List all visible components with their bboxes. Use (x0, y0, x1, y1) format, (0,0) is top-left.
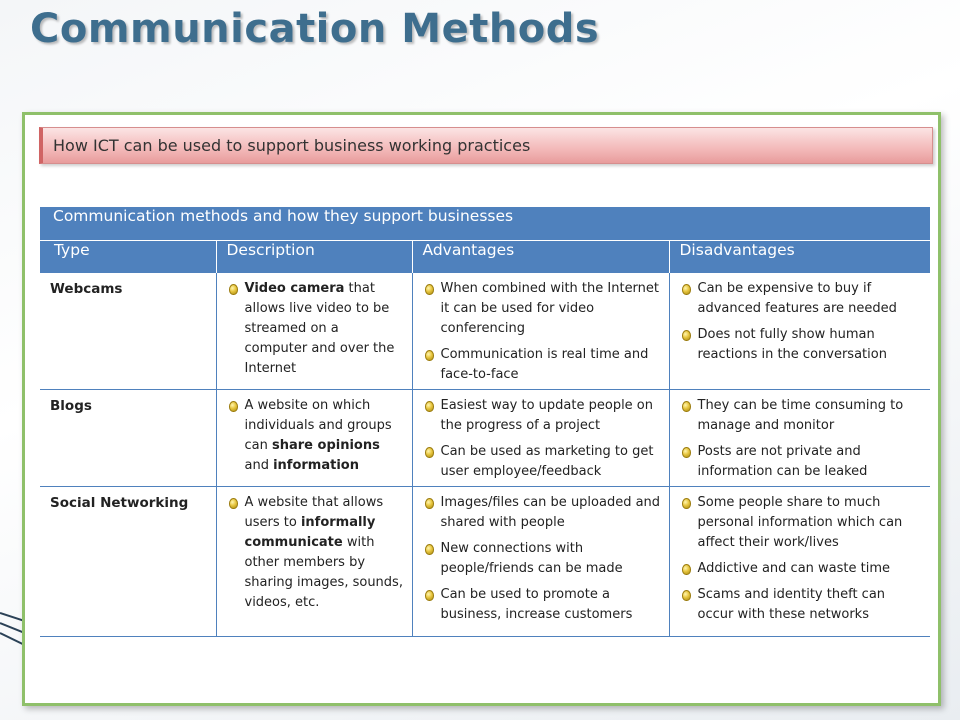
advantage-text: Can be used to promote a business, increase customers (440, 586, 633, 622)
list-item (680, 396, 923, 436)
column-header-description: Description (216, 240, 412, 272)
disadvantage-text: Some people share to much personal information which can affect their work/lives (697, 494, 903, 550)
row-advantages (412, 389, 669, 486)
bullet-icon (425, 447, 434, 458)
bullet-icon (425, 401, 434, 412)
list-item (680, 559, 923, 579)
row-disadvantages (669, 272, 930, 389)
bullet-icon (682, 447, 691, 458)
subtitle-bar: How ICT can be used to support business working practices (39, 127, 933, 164)
bullet-icon (229, 401, 238, 412)
advantage-text: New connections with people/friends can be made (440, 540, 623, 576)
bold-text: Video camera (244, 280, 345, 296)
bullet-icon (682, 330, 691, 341)
list-item (680, 585, 923, 625)
description-text: and (244, 457, 274, 473)
list-item (227, 396, 404, 476)
list-item (423, 396, 661, 436)
row-type: Webcams (40, 272, 216, 389)
list-item (423, 345, 661, 385)
list-item (680, 325, 923, 365)
row-type: Social Networking (40, 486, 216, 636)
table-row (40, 486, 930, 636)
bullet-icon (682, 284, 691, 295)
bullet-icon (425, 284, 434, 295)
row-advantages (412, 486, 669, 636)
bullet-icon (229, 498, 238, 509)
bold-text: information (273, 457, 359, 473)
disadvantage-text: Posts are not private and information can be leaked (697, 443, 868, 479)
list-item (423, 539, 661, 579)
disadvantage-text: Can be expensive to buy if advanced features are needed (697, 280, 897, 316)
table-caption: Communication methods and how they support businesses (40, 207, 930, 240)
bullet-icon (682, 564, 691, 575)
table-row (40, 389, 930, 486)
list-item (423, 279, 661, 339)
bullet-icon (425, 498, 434, 509)
description-text: A website on which individuals and groups can (244, 397, 392, 453)
advantage-text: Easiest way to update people on the progress of a project (440, 397, 654, 433)
advantage-text: Images/files can be uploaded and shared with people (440, 494, 661, 530)
advantage-text: Communication is real time and face-to-face (440, 346, 649, 382)
disadvantage-text: Addictive and can waste time (697, 560, 891, 576)
bullet-icon (425, 350, 434, 361)
bullet-icon (425, 544, 434, 555)
list-item (680, 279, 923, 319)
row-description (216, 389, 412, 486)
description-text: A website that allows users to (244, 494, 384, 530)
column-header-type: Type (40, 240, 216, 272)
row-type: Blogs (40, 389, 216, 486)
column-header-disadvantages: Disadvantages (669, 240, 930, 272)
bold-text: informally communicate (244, 514, 376, 550)
list-item (423, 493, 661, 533)
bullet-icon (682, 590, 691, 601)
description-text: with other members by sharing images, sounds, videos, etc. (244, 534, 403, 610)
description-text: that allows live video to be streamed on a computer and over the Internet (244, 280, 395, 376)
list-item (227, 279, 404, 379)
disadvantage-text: Scams and identity theft can occur with these networks (697, 586, 886, 622)
row-disadvantages (669, 486, 930, 636)
row-advantages (412, 272, 669, 389)
advantage-text: When combined with the Internet it can be used for video conferencing (440, 280, 660, 336)
list-item (423, 585, 661, 625)
row-description (216, 272, 412, 389)
list-item (423, 442, 661, 482)
bullet-icon (682, 498, 691, 509)
content-panel (22, 112, 941, 706)
advantage-text: Can be used as marketing to get user employee/feedback (440, 443, 654, 479)
row-description (216, 486, 412, 636)
bullet-icon (425, 590, 434, 601)
disadvantage-text: Does not fully show human reactions in the conversation (697, 326, 887, 362)
row-disadvantages (669, 389, 930, 486)
column-header-advantages: Advantages (412, 240, 669, 272)
slide-title: Communication Methods (30, 6, 600, 52)
table-row (40, 272, 930, 389)
bullet-icon (682, 401, 691, 412)
disadvantage-text: They can be time consuming to manage and monitor (697, 397, 904, 433)
bold-text: share opinions (272, 437, 380, 453)
list-item (680, 442, 923, 482)
bullet-icon (229, 284, 238, 295)
communication-methods-table (40, 207, 930, 637)
list-item (227, 493, 404, 613)
list-item (680, 493, 923, 553)
